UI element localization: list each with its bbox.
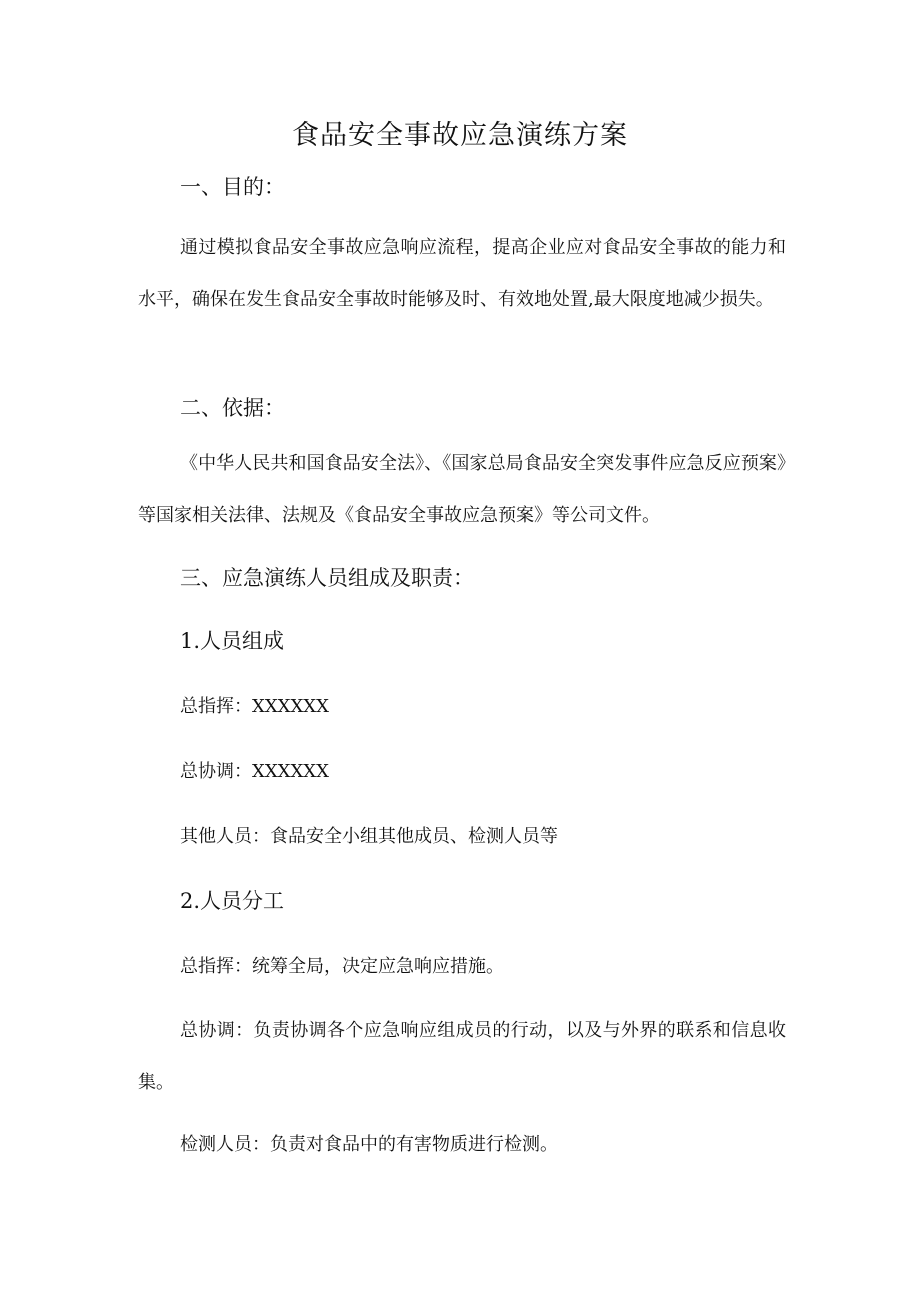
composition-others: 其他人员：食品安全小组其他成员、检测人员等 (180, 826, 558, 847)
duty-coordinator: 总协调：负责协调各个应急响应组成员的行动，以及与外界的联系和信息收集。 (138, 1020, 786, 1093)
duty-commander: 总指挥：统筹全局，决定应急响应措施。 (180, 956, 504, 977)
section-body-basis: 《中华人民共和国食品安全法》、《国家总局食品安全突发事件应急反应预案》等国家相关法律、法规及《食品安全事故应急预案》等公司文件。 (138, 453, 786, 526)
duty-inspector: 检测人员：负责对食品中的有害物质进行检测。 (180, 1134, 558, 1155)
document-title: 食品安全事故应急演练方案 (292, 120, 628, 151)
composition-coordinator: 总协调：XXXXXX (180, 761, 329, 782)
subsection-heading-composition: 1.人员组成 (180, 629, 285, 653)
section-heading-basis: 二、依据： (180, 396, 285, 420)
section-heading-purpose: 一、目的： (180, 175, 285, 199)
section-body-purpose: 通过模拟食品安全事故应急响应流程，提高企业应对食品安全事故的能力和水平，确保在发生食品安全事故时能够及时、有效地处置,最大限度地减少损失。 (138, 237, 786, 310)
section-heading-personnel: 三、应急演练人员组成及职责： (180, 566, 474, 590)
subsection-heading-division: 2.人员分工 (180, 889, 285, 913)
composition-commander: 总指挥：XXXXXX (180, 696, 329, 717)
